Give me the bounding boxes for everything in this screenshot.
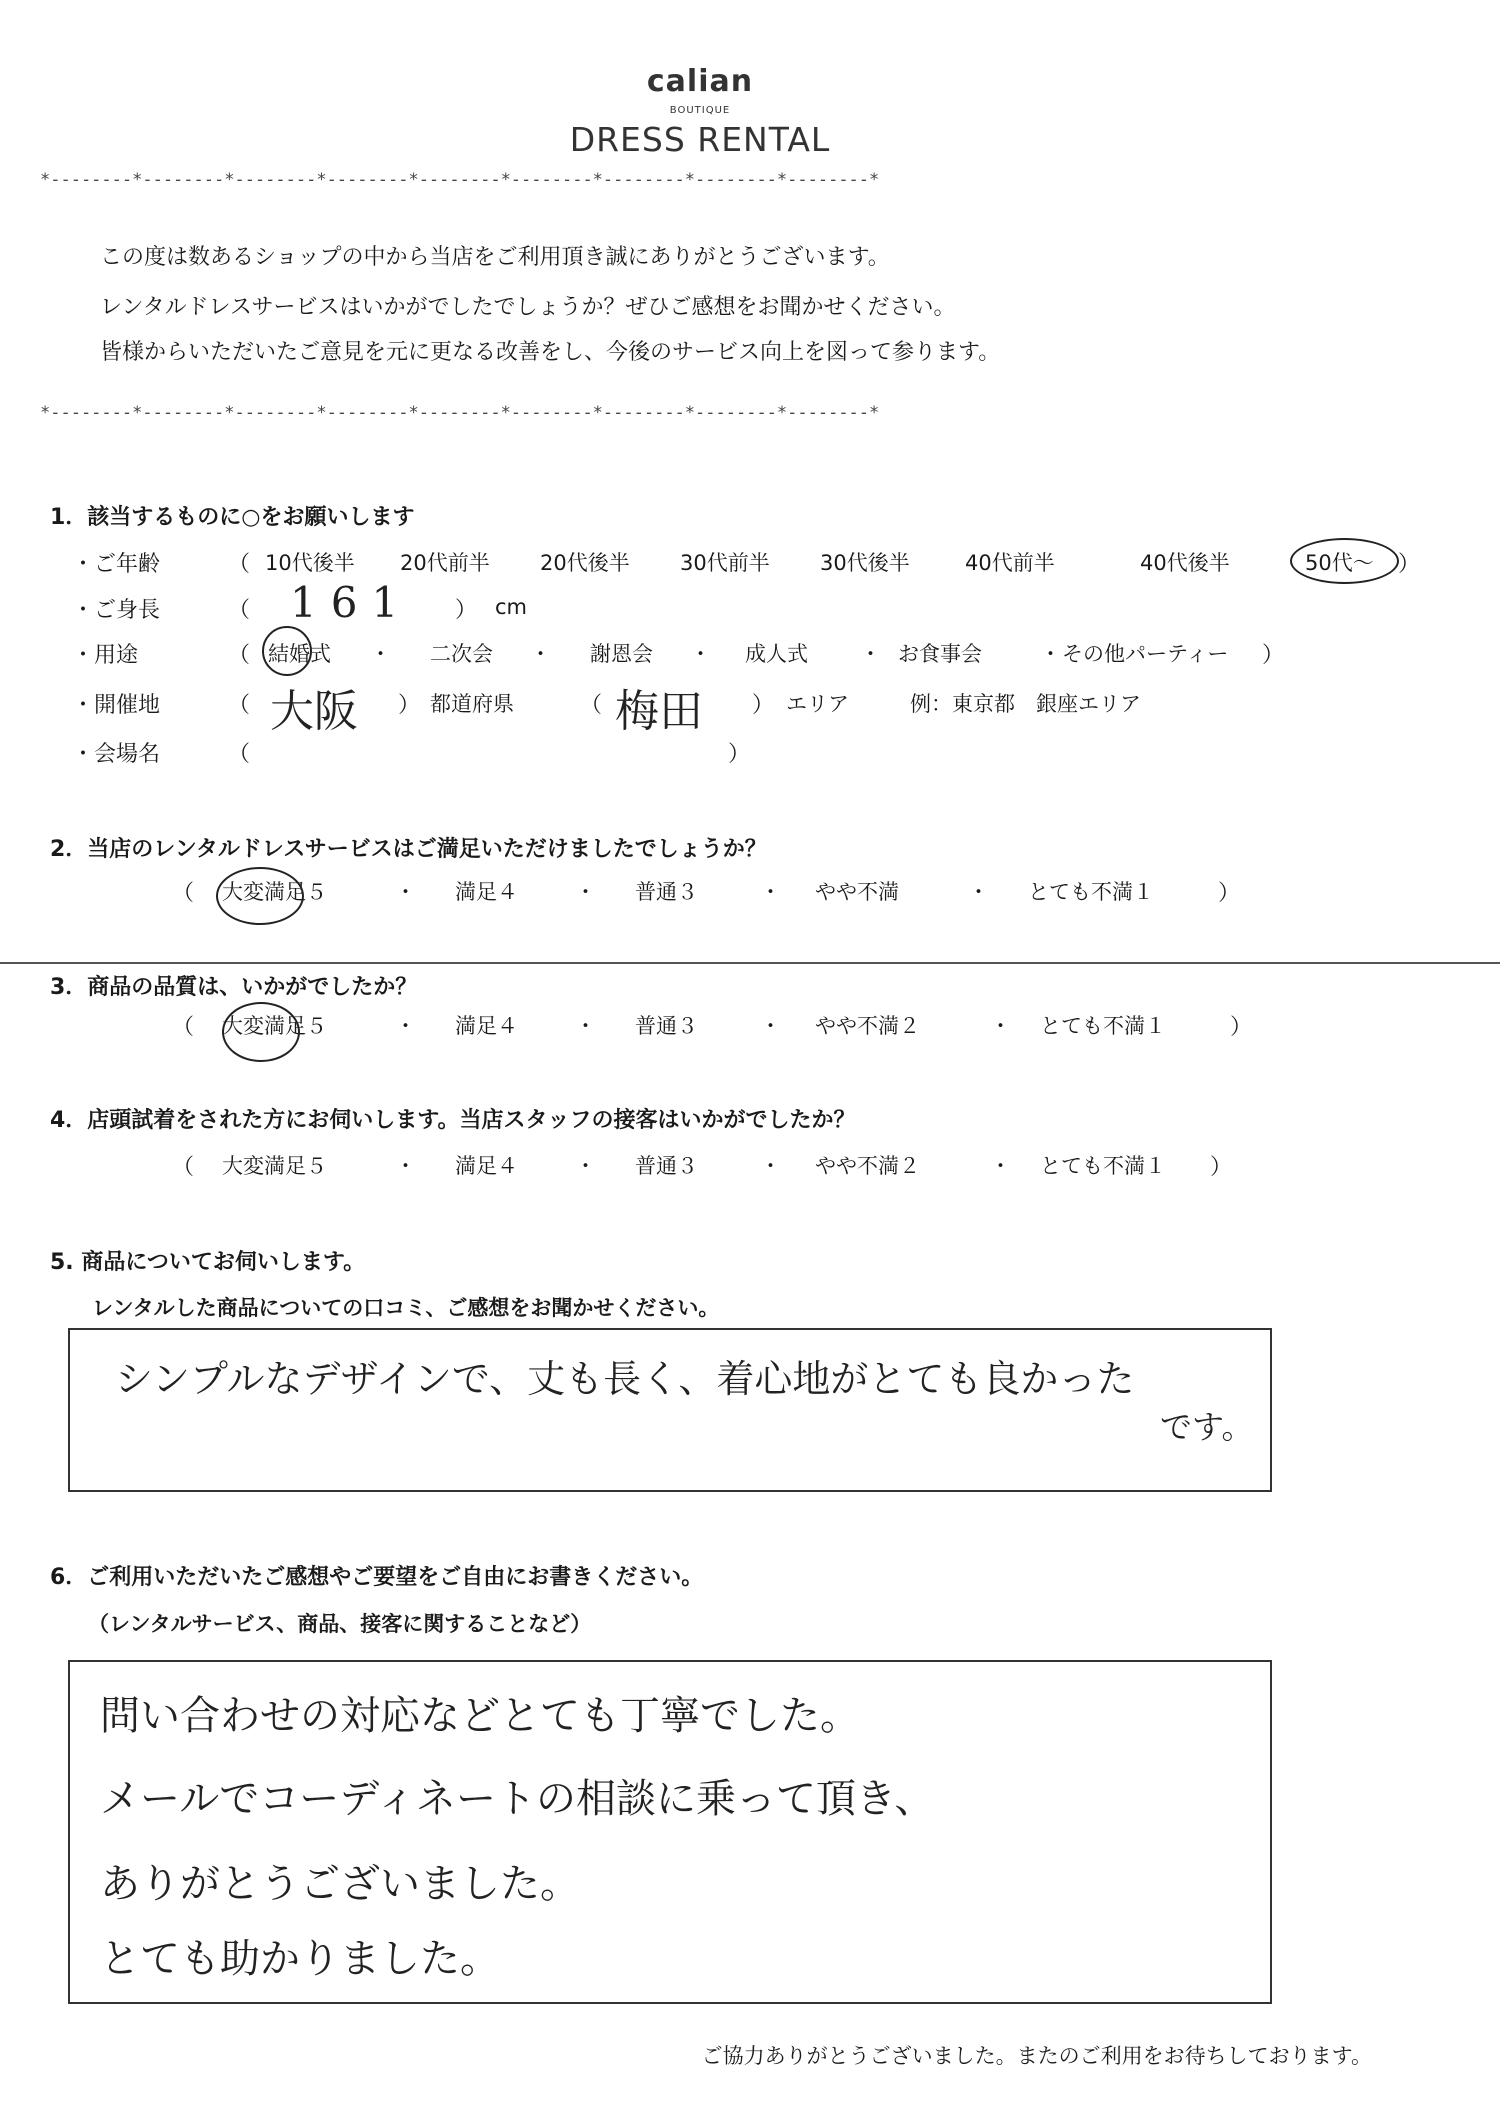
height-close-paren: ） (455, 598, 478, 623)
scan-seam-line (0, 962, 1500, 964)
age-close-paren: ） (1398, 552, 1421, 577)
height-open-paren: （ (228, 598, 251, 623)
q2-option-sep: ・ (968, 880, 989, 904)
age-option-selected: 50代～ (1305, 551, 1374, 575)
divider-top: *--------*--------*--------*--------*--------*--------*--------*--------*--------* (40, 170, 880, 190)
area-close-paren: ） (752, 693, 775, 718)
purpose-option-sep: ・ (530, 642, 551, 666)
venue-label: ・会場名 (72, 742, 161, 767)
q2-option: とても不満１ (1028, 880, 1154, 904)
area-open-paren: （ (580, 693, 603, 718)
brand-logo-name: calian (646, 64, 754, 99)
q4-option: とても不満１ (1040, 1154, 1166, 1178)
q4-option: 普通３ (635, 1154, 698, 1178)
purpose-option: その他パーティー (1062, 642, 1229, 666)
selection-circle (222, 1002, 300, 1062)
q6-title: 6．ご利用いただいたご感想やご要望をご自由にお書きください。 (50, 1565, 704, 1590)
q4-option: 満足４ (455, 1154, 518, 1178)
q4-close-paren: ） (1210, 1155, 1233, 1180)
q6-handwritten-answer-line-3: ありがとうございました。 (100, 1861, 580, 1907)
age-option: 20代後半 (540, 551, 630, 575)
age-option: 10代後半 (265, 551, 355, 575)
selection-circle (1290, 538, 1399, 584)
q2-close-paren: ） (1218, 881, 1241, 906)
intro-line-3: 皆様からいただいたご意見を元に更なる改善をし、今後のサービス向上を図って参ります。 (100, 340, 1001, 365)
prefecture-close-paren: ） (398, 693, 421, 718)
q3-option: やや不満２ (815, 1014, 920, 1038)
q4-option: やや不満２ (815, 1154, 920, 1178)
prefecture-handwritten-value: 大阪 (270, 686, 358, 737)
q3-option-sep: ・ (575, 1014, 596, 1038)
q2-title: 2．当店のレンタルドレスサービスはご満足いただけましたでしょうか？ (50, 837, 767, 862)
prefecture-open-paren: （ (228, 693, 251, 718)
q2-option: やや不満 (815, 880, 899, 904)
purpose-option-sep: ・ (860, 642, 881, 666)
q2-option: 普通３ (635, 880, 698, 904)
q4-option-sep: ・ (395, 1154, 416, 1178)
q3-open-paren: （ (172, 1015, 195, 1040)
age-option: 30代前半 (680, 551, 770, 575)
intro-line-2: レンタルドレスサービスはいかがでしたでしょうか？ぜひご感想をお聞かせください。 (100, 295, 956, 320)
q4-open-paren: （ (172, 1155, 195, 1180)
q5-answer-box (68, 1328, 1272, 1492)
q6-subtitle: （レンタルサービス、商品、接客に関することなど） (88, 1612, 592, 1636)
q2-option-sep: ・ (760, 880, 781, 904)
location-label: ・開催地 (72, 693, 161, 718)
q3-close-paren: ） (1230, 1015, 1253, 1040)
area-handwritten-value: 梅田 (615, 686, 703, 737)
q5-title: 5. 商品についてお伺いします。 (50, 1250, 366, 1275)
footer-thanks: ご協力ありがとうございました。またのご利用をお待ちしております。 (701, 2044, 1372, 2068)
age-open-paren: （ (228, 552, 251, 577)
q4-option-sep: ・ (990, 1154, 1011, 1178)
purpose-option: 謝恩会 (590, 642, 653, 666)
purpose-option-selected: 結婚式 (268, 642, 331, 666)
height-handwritten-value: 161 (290, 578, 413, 627)
q3-option-sep: ・ (760, 1014, 781, 1038)
area-suffix: エリア (786, 692, 849, 716)
venue-open-paren: （ (228, 742, 251, 767)
purpose-option: 二次会 (430, 642, 493, 666)
age-label: ・ご年齢 (72, 552, 161, 577)
q4-option-sep: ・ (575, 1154, 596, 1178)
q6-handwritten-answer-line-2: メールでコーディネートの相談に乗って頂き、 (100, 1776, 935, 1822)
q2-option: 満足４ (455, 880, 518, 904)
purpose-option-sep: ・ (690, 642, 711, 666)
venue-close-paren: ） (728, 742, 751, 767)
selection-circle (216, 867, 304, 925)
location-example: 例：東京都 銀座エリア (910, 692, 1141, 716)
intro-line-1: この度は数あるショップの中から当店をご利用頂き誠にありがとうございます。 (100, 245, 890, 270)
q2-option-sep: ・ (395, 880, 416, 904)
brand-logo-tagline: BOUTIQUE (669, 105, 731, 116)
purpose-open-paren: （ (228, 643, 251, 668)
q4-option-sep: ・ (760, 1154, 781, 1178)
age-option: 40代前半 (965, 551, 1055, 575)
brand-logo-title: DRESS RENTAL (569, 120, 831, 159)
q3-option: 満足４ (455, 1014, 518, 1038)
height-unit: cm (495, 595, 528, 619)
purpose-option-sep: ・ (1040, 642, 1061, 666)
height-label: ・ご身長 (72, 598, 161, 623)
purpose-option: 成人式 (745, 642, 808, 666)
purpose-option-sep: ・ (370, 642, 391, 666)
purpose-close-paren: ） (1262, 643, 1285, 668)
q5-handwritten-answer-line-2: です。 (1160, 1408, 1254, 1446)
q5-subtitle: レンタルした商品についての口コミ、ご感想をお聞かせください。 (92, 1296, 720, 1320)
q3-title: 3．商品の品質は、いかがでしたか？ (50, 975, 418, 1000)
q4-title: 4．店頭試着をされた方にお伺いします。当店スタッフの接客はいかがでしたか？ (50, 1108, 856, 1133)
q1-title: 1．該当するものに○をお願いします (50, 505, 415, 530)
q5-handwritten-answer-line-1: シンプルなデザインで、丈も長く、着心地がとても良かった (115, 1357, 1135, 1401)
q3-option-sep: ・ (990, 1014, 1011, 1038)
q2-option-selected: 大変満足５ (222, 880, 327, 904)
q6-handwritten-answer-line-1: 問い合わせの対応などとても丁寧でした。 (100, 1693, 860, 1739)
q2-option-sep: ・ (575, 880, 596, 904)
q3-option-sep: ・ (395, 1014, 416, 1038)
q6-answer-box (68, 1660, 1272, 2004)
q3-option: 普通３ (635, 1014, 698, 1038)
purpose-option: お食事会 (898, 642, 982, 666)
q4-option: 大変満足５ (222, 1154, 327, 1178)
q3-option: とても不満１ (1040, 1014, 1166, 1038)
q6-handwritten-answer-line-4: とても助かりました。 (100, 1936, 500, 1982)
q3-option-selected: 大変満足５ (222, 1014, 327, 1038)
age-option: 30代後半 (820, 551, 910, 575)
age-option: 40代後半 (1140, 551, 1230, 575)
age-option: 20代前半 (400, 551, 490, 575)
purpose-label: ・用途 (72, 643, 139, 668)
selection-circle (262, 626, 312, 676)
q2-open-paren: （ (172, 881, 195, 906)
divider-bottom: *--------*--------*--------*--------*--------*--------*--------*--------*--------* (40, 403, 880, 423)
prefecture-suffix: 都道府県 (430, 692, 514, 716)
